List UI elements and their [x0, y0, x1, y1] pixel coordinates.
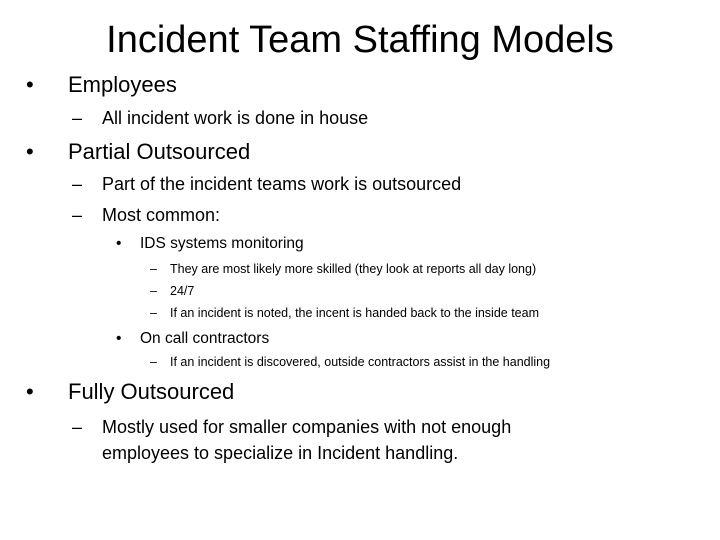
- sub-bullet: [72, 415, 511, 439]
- sub-bullet: [72, 172, 461, 196]
- detail-bullet: [150, 354, 550, 371]
- detail-bullet-text: If an incident is discovered, outside contractors assist in the handling: [170, 355, 551, 369]
- sub-bullet: [72, 106, 368, 130]
- dash-marker: –: [72, 205, 83, 225]
- bullet-partial-outsourced: [0, 138, 250, 166]
- bullet-fully-outsourced: [0, 378, 234, 406]
- sub-sub-bullet-ids: [116, 234, 304, 254]
- bullet-text: Employees: [68, 72, 177, 97]
- bullet-marker: •: [26, 72, 34, 97]
- bullet-marker: •: [116, 235, 122, 252]
- detail-bullet-text: 24/7: [170, 284, 195, 298]
- detail-bullet-text: If an incident is noted, the incent is handed back to the inside team: [170, 306, 539, 320]
- bullet-text: Partial Outsourced: [68, 139, 251, 164]
- dash-marker: –: [72, 174, 83, 194]
- detail-bullet: [150, 261, 536, 278]
- bullet-text: Fully Outsourced: [68, 379, 235, 404]
- slide-title: Incident Team Staffing Models: [106, 19, 614, 61]
- sub-bullet: [72, 203, 220, 227]
- bullet-marker: •: [26, 379, 34, 404]
- dash-marker: –: [150, 355, 157, 369]
- detail-bullet: [150, 305, 539, 322]
- dash-marker: –: [72, 108, 83, 128]
- bullet-marker: •: [26, 139, 34, 164]
- dash-marker: –: [150, 262, 157, 276]
- sub-bullet-continuation: [72, 441, 458, 465]
- sub-bullet-text: employees to specialize in Incident handling.: [102, 443, 459, 463]
- bullet-employees: [0, 71, 177, 99]
- dash-marker: –: [150, 284, 157, 298]
- sub-sub-bullet-text: On call contractors: [140, 330, 270, 347]
- sub-sub-bullet-on-call: [116, 329, 269, 349]
- dash-marker: –: [72, 417, 83, 437]
- detail-bullet: [150, 283, 194, 300]
- sub-bullet-text: All incident work is done in house: [102, 108, 369, 128]
- sub-sub-bullet-text: IDS systems monitoring: [140, 235, 304, 252]
- sub-bullet-text: Most common:: [102, 205, 221, 225]
- sub-bullet-text: Mostly used for smaller companies with not enough: [102, 417, 512, 437]
- detail-bullet-text: They are most likely more skilled (they look at reports all day long): [170, 262, 537, 276]
- bullet-marker: •: [116, 330, 122, 347]
- dash-marker: –: [150, 306, 157, 320]
- sub-bullet-text: Part of the incident teams work is outsourced: [102, 174, 462, 194]
